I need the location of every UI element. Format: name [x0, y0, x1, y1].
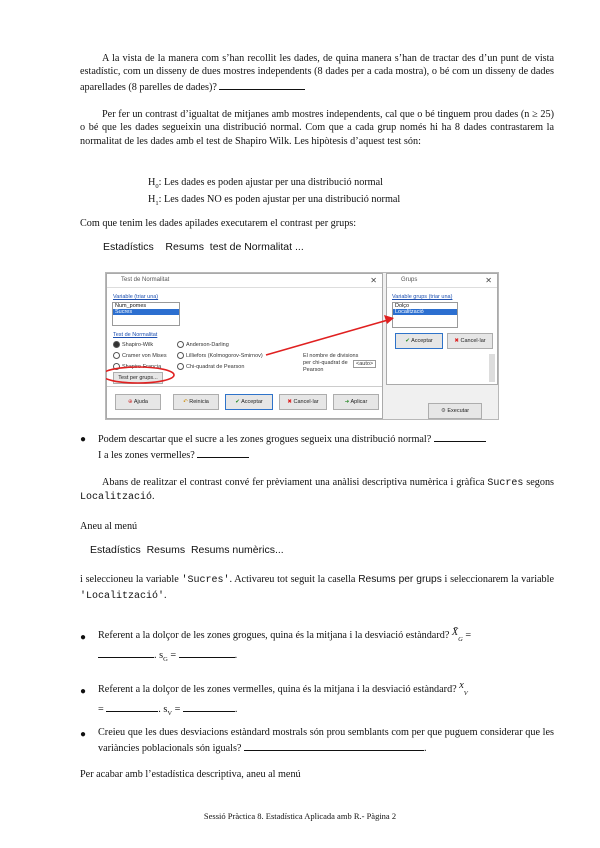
bullet-icon: ● — [80, 729, 87, 740]
groups-cancel-button[interactable]: ✖ Cancel·lar — [447, 333, 493, 349]
h1-text: : Les dades NO es poden ajustar per una distribució normal — [158, 194, 401, 206]
variable-label: Variable (triar una) — [113, 294, 159, 300]
arrow-line — [266, 320, 388, 355]
test-by-groups-button[interactable]: Test per grups... — [113, 372, 163, 384]
dialog-screenshot — [105, 272, 499, 420]
question-2-text: Referent a la dolçor de les zones grogues, quina és la mitjana i la desviació estàndard? — [98, 630, 450, 641]
accept-button[interactable]: ✔ Acceptar — [225, 394, 273, 410]
contrast-paragraph: Per fer un contrast d’igualtat de mitjanes amb mostres independents, cal que o bé tinguem prou dades (n ≥ 25) o bé que les dades segueixin una distribució normal. Com que a cada grup només hi ha 8 dades contrastarem la normalitat de les dades amb el test de Shapiro Wilk. Les hipòtesis d’aquest test són: — [80, 109, 554, 147]
groups-item[interactable]: Dolço — [395, 303, 410, 309]
intro-paragraph — [80, 52, 554, 94]
groups-title: Grups — [401, 277, 418, 283]
apply-icon: ➜ — [344, 399, 350, 405]
reset-button[interactable]: ↶ Reinicia — [173, 394, 219, 410]
resums-per-grups-label: Resums per grups — [358, 574, 442, 585]
question-1-text: Podem descartar que el sucre a les zones grogues segueix una distribució normal? — [98, 434, 432, 445]
cancel-icon: ✖ — [454, 338, 459, 344]
answer-blank[interactable] — [106, 701, 158, 712]
menu-path-2: Estadístics Resums Resums numèrics... — [90, 544, 284, 556]
bins-label: El nombre de divisions per chi-quadrat de Pearson — [303, 353, 359, 373]
check-icon: ✔ — [405, 338, 410, 344]
go-menu-text: Aneu al menú — [80, 521, 138, 532]
check-icon: ✔ — [235, 399, 240, 405]
select-paragraph: i seleccioneu la variable 'Sucres'. Activareu tot seguit la casella Resums per grups i seleccionarem la variable 'Localització'. — [80, 574, 554, 602]
h1-line — [148, 193, 400, 210]
test-label: Test de Normalitat — [113, 332, 158, 338]
question-1 — [98, 431, 554, 462]
apply-button[interactable]: ➜ Aplicar — [333, 394, 379, 410]
cancel-icon: ✖ — [287, 399, 292, 405]
bullet-icon: ● — [80, 434, 87, 445]
question-1-line2: I a les zones vermelles? — [98, 449, 195, 461]
question-3-text: Referent a la dolçor de les zones vermelles, quina és la mitjana i la desviació estàndard? — [98, 684, 457, 695]
cancel-button[interactable]: ✖ Cancel·lar — [279, 394, 327, 410]
h0-sub: 0 — [155, 183, 159, 191]
question-3: Referent a la dolçor de les zones vermelles, quina és la mitjana i la desviació estàndard? $x_V$ = . $s_V$ = . — [98, 680, 468, 717]
close-icon[interactable]: ✕ — [485, 276, 492, 285]
h0-symbol: H — [148, 177, 156, 188]
reset-icon: ↶ — [183, 399, 188, 405]
arrow-head — [384, 315, 394, 324]
groups-accept-button[interactable]: ✔ Acceptar — [395, 333, 443, 349]
before-paragraph: Abans de realitzar el contrast convé fer prèviament una anàlisi descriptiva numèrica i gràfica Sucres segons Localització. — [80, 477, 555, 504]
code-localitzacio: Localització — [80, 492, 153, 504]
mean-symbol: X̄ — [451, 627, 459, 638]
page-footer: Sessió Pràctica 8. Estadística Aplicada amb R.- Pàgina 2 — [203, 811, 397, 821]
radio-option[interactable]: Cramer von Mises — [113, 352, 167, 359]
execute-button[interactable]: ⚙ Executar — [428, 403, 482, 419]
annotation-overlay — [106, 273, 498, 419]
bullet-icon: ● — [80, 686, 87, 697]
groups-variable-label: Variable grups (triar una) — [392, 294, 453, 300]
question-4-text: Creieu que les dues desviacions estàndard mostrals són prou semblants com per que puguem considerar que les variàncies poblacionals són iguals? — [98, 727, 554, 754]
h0-text: : Les dades es poden ajustar per una distribució normal — [158, 177, 383, 188]
h0-line — [148, 176, 400, 193]
mean-symbol: x — [459, 680, 464, 691]
bins-input[interactable]: <auto> — [353, 360, 376, 368]
groups-item-selected[interactable]: Localització — [393, 309, 457, 315]
h1-sub: 1 — [155, 200, 159, 208]
h1-symbol: H — [148, 194, 156, 206]
help-button[interactable]: ⊕ Ajuda — [115, 394, 161, 410]
code-sucres-var: 'Sucres' — [181, 575, 230, 586]
answer-blank[interactable] — [434, 431, 486, 442]
answer-blank[interactable] — [197, 447, 249, 458]
question-4: Creieu que les dues desviacions estàndard mostrals són prou semblants com per que puguem considerar que les variàncies poblacionals són iguals? . — [98, 727, 554, 754]
stacked-paragraph: Com que tenim les dades apilades executarem el contrast per grups: — [80, 218, 357, 229]
hypotheses — [148, 176, 400, 211]
help-icon: ⊕ — [128, 399, 133, 405]
code-sucres: Sucres — [487, 478, 524, 489]
variable-item[interactable]: Num_pomes — [115, 303, 147, 309]
variable-item-selected[interactable]: Sucres — [113, 309, 179, 315]
final-text: Per acabar amb l’estadística descriptiva, aneu al menú — [80, 769, 301, 780]
bullet-icon: ● — [80, 632, 87, 643]
menu-path-1: Estadístics Resums test de Normalitat ... — [103, 241, 304, 253]
close-icon[interactable]: ✕ — [370, 276, 377, 285]
radio-option[interactable]: Shapiro-Wilk — [113, 341, 153, 348]
answer-blank[interactable] — [179, 647, 235, 658]
highlight-ellipse — [106, 367, 174, 383]
answer-blank[interactable] — [183, 701, 235, 712]
code-localitzacio-var: 'Localització' — [80, 591, 165, 602]
answer-blank[interactable] — [98, 647, 154, 658]
radio-option[interactable]: Chi-quadrat de Pearson — [177, 363, 244, 370]
question-2: Referent a la dolçor de les zones grogues, quina és la mitjana i la desviació estàndard? $X̄_G$ = . $s_G$ = . — [98, 627, 472, 663]
answer-blank[interactable] — [219, 79, 305, 90]
radio-option[interactable]: Anderson-Darling — [177, 341, 229, 348]
dialog-title: Test de Normalitat — [121, 277, 170, 283]
radio-option[interactable]: Shapiro-Francia — [113, 363, 161, 370]
answer-blank[interactable] — [244, 740, 424, 751]
execute-icon: ⚙ — [440, 408, 446, 414]
intro-text: A la vista de la manera com s’han recollit les dades, de quina manera s’han de tractar des d’un punt de vista estadístic, com un disseny de dues mostres independents (8 dades per a cada mostra), o bé com un disseny de dades aparellades (8 parelles de dades)? — [80, 53, 554, 93]
radio-option[interactable]: Lilliefors (Kolmogorov-Smirnov) — [177, 352, 263, 359]
